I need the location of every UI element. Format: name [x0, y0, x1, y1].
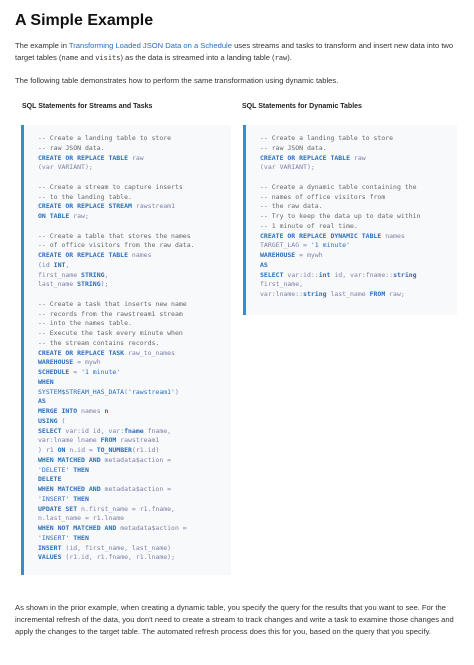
streams-tasks-code-line: ON TABLE raw; [38, 212, 89, 220]
streams-tasks-code-line: CREATE OR REPLACE TABLE raw [38, 153, 144, 162]
streams-tasks-code-block[interactable] [21, 125, 231, 575]
streams-tasks-code-line: DELETE [38, 475, 62, 484]
streams-tasks-code-line: VALUES (r1.id, r1.fname, r1.lname); [38, 553, 175, 562]
dynamic-tables-code-line: SELECT var:id::int id, var:fname::string [260, 270, 417, 279]
summary-paragraph: As shown in the prior example, when creating a dynamic table, you specify the query for the results that you want to see. For the incremental refresh of the data, you don't need to create a stream to track changes and write a task to examine those changes and apply the changes to the target table. The automated refresh process does this for you, based on the query that you specify. [15, 603, 454, 636]
streams-tasks-code-line: first_name STRING, [38, 270, 109, 279]
intro-text-mid1: uses streams and tasks to transform and insert new data into two target tables ( [15, 41, 454, 62]
streams-tasks-code-line: WHEN NOT MATCHED AND metadata$action = [38, 524, 187, 532]
streams-tasks-code-line: 'INSERT' THEN [38, 494, 89, 503]
intro-text-mid2: and [78, 53, 96, 62]
intro-text-pre: The example in [15, 41, 69, 50]
demo-paragraph: The following table demonstrates how to perform the same transformation using dynamic tables. [15, 76, 339, 85]
streams-tasks-code-line: (id INT, [38, 260, 70, 269]
streams-tasks-code-line: USING ( [38, 416, 66, 425]
transforming-json-link[interactable]: Transforming Loaded JSON Data on a Schedule [68, 41, 232, 50]
streams-tasks-code-line [38, 222, 231, 232]
streams-tasks-code-line: -- Create a landing table to store [38, 134, 172, 142]
dynamic-tables-code-line: CREATE OR REPLACE DYNAMIC TABLE names [260, 231, 405, 240]
streams-tasks-code-line [38, 173, 231, 183]
streams-tasks-code-line: -- records from the rawstream1 stream [38, 309, 183, 318]
intro-text-post: ). [287, 53, 292, 62]
streams-tasks-code [38, 134, 231, 563]
streams-tasks-code-line: WAREHOUSE = mywh [38, 358, 101, 367]
dynamic-tables-code-line: TARGET_LAG = '1 minute' [260, 241, 351, 250]
raw-table-code: raw [274, 54, 288, 62]
dynamic-tables-code-line: CREATE OR REPLACE TABLE raw [260, 153, 366, 162]
dynamic-tables-code-line: -- raw JSON data. [260, 143, 327, 152]
streams-tasks-code-line [38, 290, 231, 300]
streams-tasks-code-line: AS [38, 397, 46, 406]
streams-tasks-code-line: -- the stream contains records. [38, 338, 160, 347]
streams-tasks-code-line: 'DELETE' THEN [38, 465, 89, 474]
streams-tasks-code-line: -- of office visitors from the raw data. [38, 241, 195, 250]
streams-tasks-code-line: CREATE OR REPLACE STREAM rawstream1 [38, 202, 175, 211]
streams-tasks-heading: SQL Statements for Streams and Tasks [22, 103, 153, 110]
streams-tasks-code-line: var:lname lname FROM rawstream1 [38, 436, 160, 445]
streams-tasks-code-line: -- Create a stream to capture inserts [38, 182, 183, 191]
streams-tasks-code-line: WHEN [38, 377, 54, 386]
streams-tasks-code-line: CREATE OR REPLACE TASK raw_to_names [38, 348, 175, 357]
streams-tasks-code-line: last_name STRING); [38, 280, 109, 289]
visits-table-code: visits [95, 54, 121, 62]
dynamic-tables-code-line: WAREHOUSE = mywh [260, 251, 323, 259]
streams-tasks-code-line: WHEN MATCHED AND metadata$action = [38, 455, 172, 464]
dynamic-tables-code-line: -- Create a dynamic table containing the [260, 182, 417, 191]
streams-tasks-code-line: -- Create a task that inserts new name [38, 299, 187, 308]
intro-paragraph [15, 40, 461, 64]
dynamic-tables-heading: SQL Statements for Dynamic Tables [242, 103, 362, 110]
dynamic-tables-code-line: -- Try to keep the data up to date within [260, 212, 421, 220]
streams-tasks-code-line: -- into the names table. [38, 319, 132, 328]
dynamic-tables-code [260, 134, 457, 300]
streams-tasks-code-line: -- Create a table that stores the names [38, 231, 191, 240]
streams-tasks-code-line: UPDATE SET n.first_name = r1.fname, [38, 504, 175, 513]
dynamic-tables-code-line: first_name, [260, 280, 304, 289]
dynamic-tables-code-block[interactable] [243, 125, 457, 315]
streams-tasks-code-line: ) r1 ON n.id = TO_NUMBER(r1.id) [38, 446, 160, 454]
dynamic-tables-code-line: var:lname::string last_name FROM raw; [260, 290, 405, 298]
intro-text-mid3: ) as the data is streamed into a landing table ( [120, 53, 275, 62]
dynamic-tables-code-line: -- names of office visitors from [260, 192, 386, 201]
streams-tasks-code-line: CREATE OR REPLACE TABLE names [38, 251, 152, 259]
streams-tasks-code-line: -- to the landing table. [38, 192, 132, 201]
streams-tasks-code-line: n.last_name = r1.lname [38, 514, 125, 523]
dynamic-tables-code-line: -- Create a landing table to store [260, 134, 394, 142]
dynamic-tables-code-line: AS [260, 260, 268, 269]
streams-tasks-code-line: INSERT (id, first_name, last_name) [38, 543, 172, 552]
streams-tasks-code-line: MERGE INTO names n [38, 407, 109, 415]
dynamic-tables-code-line [260, 173, 457, 183]
streams-tasks-code-line: (var VARIANT); [38, 163, 93, 172]
streams-tasks-code-line: SCHEDULE = '1 minute' [38, 368, 121, 376]
name-table-code: name [61, 54, 79, 62]
dynamic-tables-code-line: (var VARIANT); [260, 163, 315, 172]
dynamic-tables-code-line: -- the raw data. [260, 202, 323, 211]
dynamic-tables-code-line: -- 1 minute of real time. [260, 221, 358, 230]
streams-tasks-code-line: SELECT var:id id, var:fname fname, [38, 426, 172, 435]
streams-tasks-code-line: SYSTEM$STREAM_HAS_DATA('rawstream1') [38, 387, 179, 396]
streams-tasks-code-line: -- Execute the task every minute when [38, 329, 183, 337]
page-title: A Simple Example [15, 12, 154, 29]
streams-tasks-code-line: WHEN MATCHED AND metadata$action = [38, 485, 172, 493]
streams-tasks-code-line: -- raw JSON data. [38, 143, 105, 152]
streams-tasks-code-line: 'INSERT' THEN [38, 533, 89, 542]
